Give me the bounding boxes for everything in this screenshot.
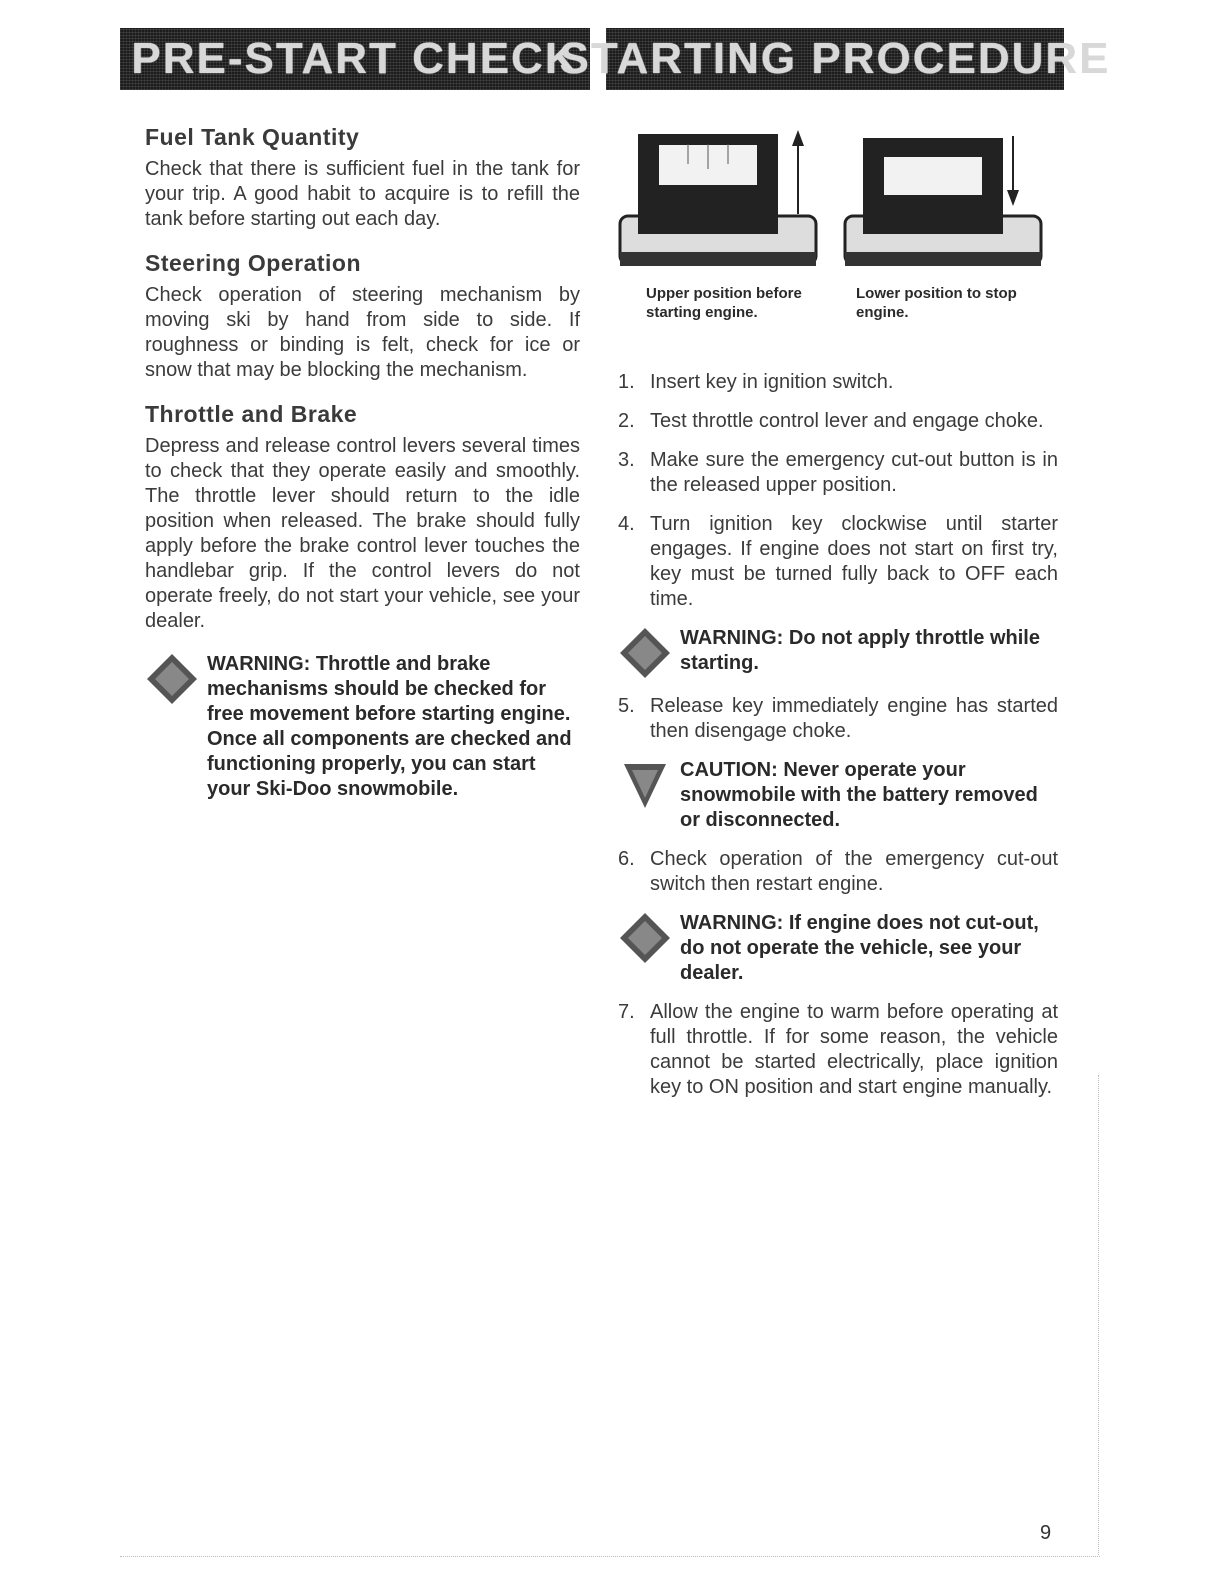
starting-procedure-banner	[559, 28, 1111, 90]
step-1: 1. Insert key in ignition switch.	[618, 371, 894, 393]
warning-diamond-icon	[618, 626, 672, 680]
throttle-start-warning	[618, 626, 1058, 680]
step-6: 6. Check operation of the emergency cut-out switch then restart engine.	[618, 848, 1058, 895]
cut-out-warning	[618, 911, 1058, 986]
throttle-brake-warning	[145, 652, 580, 802]
warning-text: WARNING: Throttle and brake mechanisms should be checked for free movement before starting engine. Once all components are checked and functioning properly, you can start your Ski-Doo snowmobile.	[207, 653, 572, 800]
switch-lower-position-illustration	[843, 124, 1043, 274]
step-4: 4. Turn ignition key clockwise until starter engages. If engine does not start on first try, key must be turned fully back to OFF each time.	[618, 513, 1058, 610]
banner-title: PRE-START CHECK	[131, 34, 579, 83]
switch-upper-position-illustration	[618, 124, 818, 274]
warning-text: WARNING: If engine does not cut-out, do not operate the vehicle, see your dealer.	[680, 912, 1039, 984]
pre-start-check-column	[145, 124, 580, 802]
step-3: 3. Make sure the emergency cut-out button is in the released upper position.	[618, 449, 1058, 496]
battery-caution	[618, 758, 1058, 833]
fuel-tank-text: Check that there is sufficient fuel in the tank for your trip. A good habit to acquire is to refill the tank before starting out each day.	[145, 158, 580, 230]
warning-diamond-icon	[145, 652, 199, 706]
lower-position-caption: Lower position to stop engine.	[856, 285, 1017, 321]
step-2: 2. Test throttle control lever and engage choke.	[618, 410, 1044, 432]
throttle-brake-heading: Throttle and Brake	[145, 401, 358, 427]
throttle-brake-text: Depress and release control levers several times to check that they operate easily and smoothly. The throttle lever should return to the idle position when released. The brake should fully apply before the brake control lever touches the handlebar grip. If the control levers do not operate freely, do not start your vehicle, see your dealer.	[145, 435, 580, 632]
starting-procedure-column	[618, 124, 1058, 1114]
pre-start-check-banner	[120, 28, 590, 90]
starting-steps-list	[618, 370, 1058, 1100]
fuel-tank-heading: Fuel Tank Quantity	[145, 124, 360, 150]
steering-text: Check operation of steering mechanism by moving ski by hand from side to side. If roughness or binding is felt, check for ice or snow that may be blocking the mechanism.	[145, 284, 580, 381]
caution-text: CAUTION: Never operate your snowmobile with the battery removed or disconnected.	[680, 759, 1038, 831]
warning-text: WARNING: Do not apply throttle while starting.	[680, 627, 1040, 674]
banner-title: STARTING PROCEDURE	[559, 34, 1111, 83]
upper-position-caption: Upper position before starting engine.	[646, 285, 802, 321]
caution-triangle-icon	[618, 758, 672, 812]
steering-heading: Steering Operation	[145, 250, 362, 276]
bottom-dotted-line	[120, 1556, 1100, 1557]
margin-dotted-line	[1098, 1075, 1099, 1555]
page-number: 9	[1040, 1522, 1052, 1544]
cut-out-switch-figures	[618, 124, 1058, 348]
step-7: 7. Allow the engine to warm before operating at full throttle. If for some reason, the vehicle cannot be started electrically, place ignition key to ON position and start engine manually.	[618, 1001, 1058, 1098]
step-5: 5. Release key immediately engine has started then disengage choke.	[618, 695, 1058, 742]
warning-diamond-icon	[618, 911, 672, 965]
